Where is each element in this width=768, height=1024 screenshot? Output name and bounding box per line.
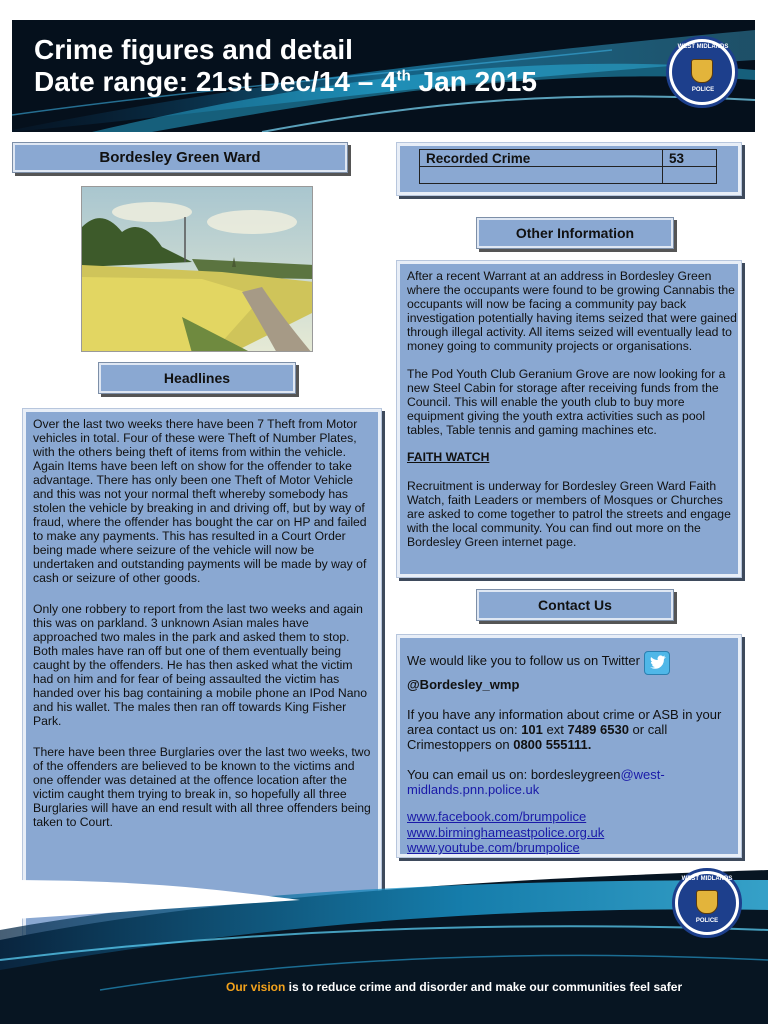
table-row — [420, 167, 717, 184]
email-text: You can email us on: bordesleygreen — [407, 767, 621, 782]
title-line-2 — [34, 66, 537, 98]
twitter-bird-icon[interactable] — [644, 651, 670, 675]
footer-banner — [0, 860, 768, 1024]
logo-bottom-text: POLICE — [695, 918, 719, 924]
contact-heading: Contact Us — [476, 589, 674, 621]
contact-panel — [396, 634, 742, 858]
table-row — [420, 150, 717, 167]
table-cell-label — [420, 167, 663, 184]
police-logo — [666, 36, 738, 108]
phone-extension: 7489 6530 — [567, 722, 629, 737]
faith-watch-title: FAITH WATCH — [407, 450, 490, 464]
field-image — [82, 187, 313, 352]
email-info — [407, 767, 737, 797]
youtube-link[interactable]: www.youtube.com/brumpolice — [407, 840, 580, 855]
other-info-paragraph: The Pod Youth Club Geranium Grove are now looking for a new Steel Cabin for storage after receiving funds from the Council. This will enable the youth club to buy more equipment giving the youth extra activities such as pool tables, Table tennis and gaming machines etc. — [407, 367, 726, 437]
contact-info — [407, 707, 737, 752]
vision-statement — [226, 980, 682, 994]
table-cell-label: Recorded Crime — [420, 150, 663, 167]
logo-bottom-text: POLICE — [691, 87, 715, 93]
date-range-end: Jan 2015 — [410, 66, 537, 97]
twitter-line — [407, 653, 737, 677]
date-range-start: Date range: 21st Dec/14 – 4 — [34, 66, 397, 97]
headlines-paragraph: Only one robbery to report from the last two weeks and again this was on parkland. 3 unknown Asian males have approached two males in the park and asked them to stop. Both males have ran off but one of them eventually being caught by the offenders. He has then asked what the victim had on him and for fear of being assaulted the victim has handed over his bag containing a mobile phone an IPod Nano and his wallet. The males then ran off towards King Fisher Park. — [33, 602, 368, 728]
vision-highlight: Our vision — [226, 980, 286, 994]
contact-body — [407, 653, 737, 856]
ward-photo — [81, 186, 313, 352]
logo-ring-text: WEST MIDLANDS — [677, 44, 729, 50]
headlines-heading: Headlines — [98, 362, 296, 394]
headlines-body — [33, 417, 373, 846]
crest-icon — [691, 59, 713, 83]
page-title — [34, 34, 537, 98]
crimestoppers-number: 0800 555111. — [513, 737, 592, 752]
logo-ring-text: WEST MIDLANDS — [681, 876, 733, 882]
contact-info-text: If you have any information about crime or ASB in your area contact us on: — [407, 707, 722, 737]
twitter-handle[interactable]: @Bordesley_wmp — [407, 677, 520, 692]
footer-swoosh-graphic — [0, 860, 768, 1024]
headlines-paragraph: There have been three Burglaries over the last two weeks, two of the offenders are believed to be known to the victims and one offender was detained at the offence location after the victim caught them trying to break in, so hopefully all three Burglaries will have an end result with all three offenders being taken to Court. — [33, 745, 371, 829]
headlines-paragraph: Over the last two weeks there have been 7 Theft from Motor vehicles in total. Four of these were Theft of Number Plates, with the others being theft of items from within the vehicle. Again Items have been left on show for the offender to take advantage. There has only been one Theft of Motor Vehicle and this was not your normal theft whereby somebody has stolen the vehicle by breaking in and driving off, but by way of fraud, where the offender has bought the car on HP and failed to make any payments. This has resulted in a Court Order being made where seizure of the vehicle will now be undertaken and outstanding payments will be made by way of cash or seizure of other goods. — [33, 417, 367, 585]
email-link[interactable]: @west-midlands.pnn.police.uk — [407, 767, 665, 797]
table-cell-value: 53 — [663, 150, 717, 167]
facebook-link[interactable]: www.facebook.com/brumpolice — [407, 809, 587, 824]
phone-101: 101 — [521, 722, 543, 737]
header-banner — [12, 20, 755, 132]
title-line-1: Crime figures and detail — [34, 34, 353, 65]
other-info-body — [407, 269, 737, 563]
contact-info-text: ext — [542, 722, 568, 737]
vision-text: is to reduce crime and disorder and make our communities feel safer — [285, 980, 683, 994]
other-info-panel — [396, 260, 742, 578]
contact-info-text: or call Crimestoppers on — [407, 722, 668, 752]
footer-police-logo — [672, 868, 742, 938]
ward-title: Bordesley Green Ward — [12, 142, 348, 173]
other-info-paragraph: After a recent Warrant at an address in Bordesley Green where the occupants were found to be growing Cannabis the occupants will now be facing a community pay back investigation potentially having items seized that were gained through illegal activity. All items seized will eventually lead to money going to community projects or organisations. — [407, 269, 737, 353]
crest-icon — [696, 890, 718, 914]
website-link[interactable]: www.birminghameastpolice.org.uk — [407, 824, 605, 840]
crime-table — [419, 149, 717, 184]
twitter-text: We would like you to follow us on Twitter — [407, 653, 640, 668]
other-info-paragraph: Recruitment is underway for Bordesley Green Ward Faith Watch, faith Leaders or members of Mosques or Churches are asked to come together to patrol the streets and engage with the local community. You can find out more on the Bordesley Green internet page. — [407, 478, 731, 549]
other-info-heading: Other Information — [476, 217, 674, 249]
table-cell-value — [663, 167, 717, 184]
crime-figures-panel — [396, 142, 742, 196]
date-superscript: th — [396, 67, 411, 85]
